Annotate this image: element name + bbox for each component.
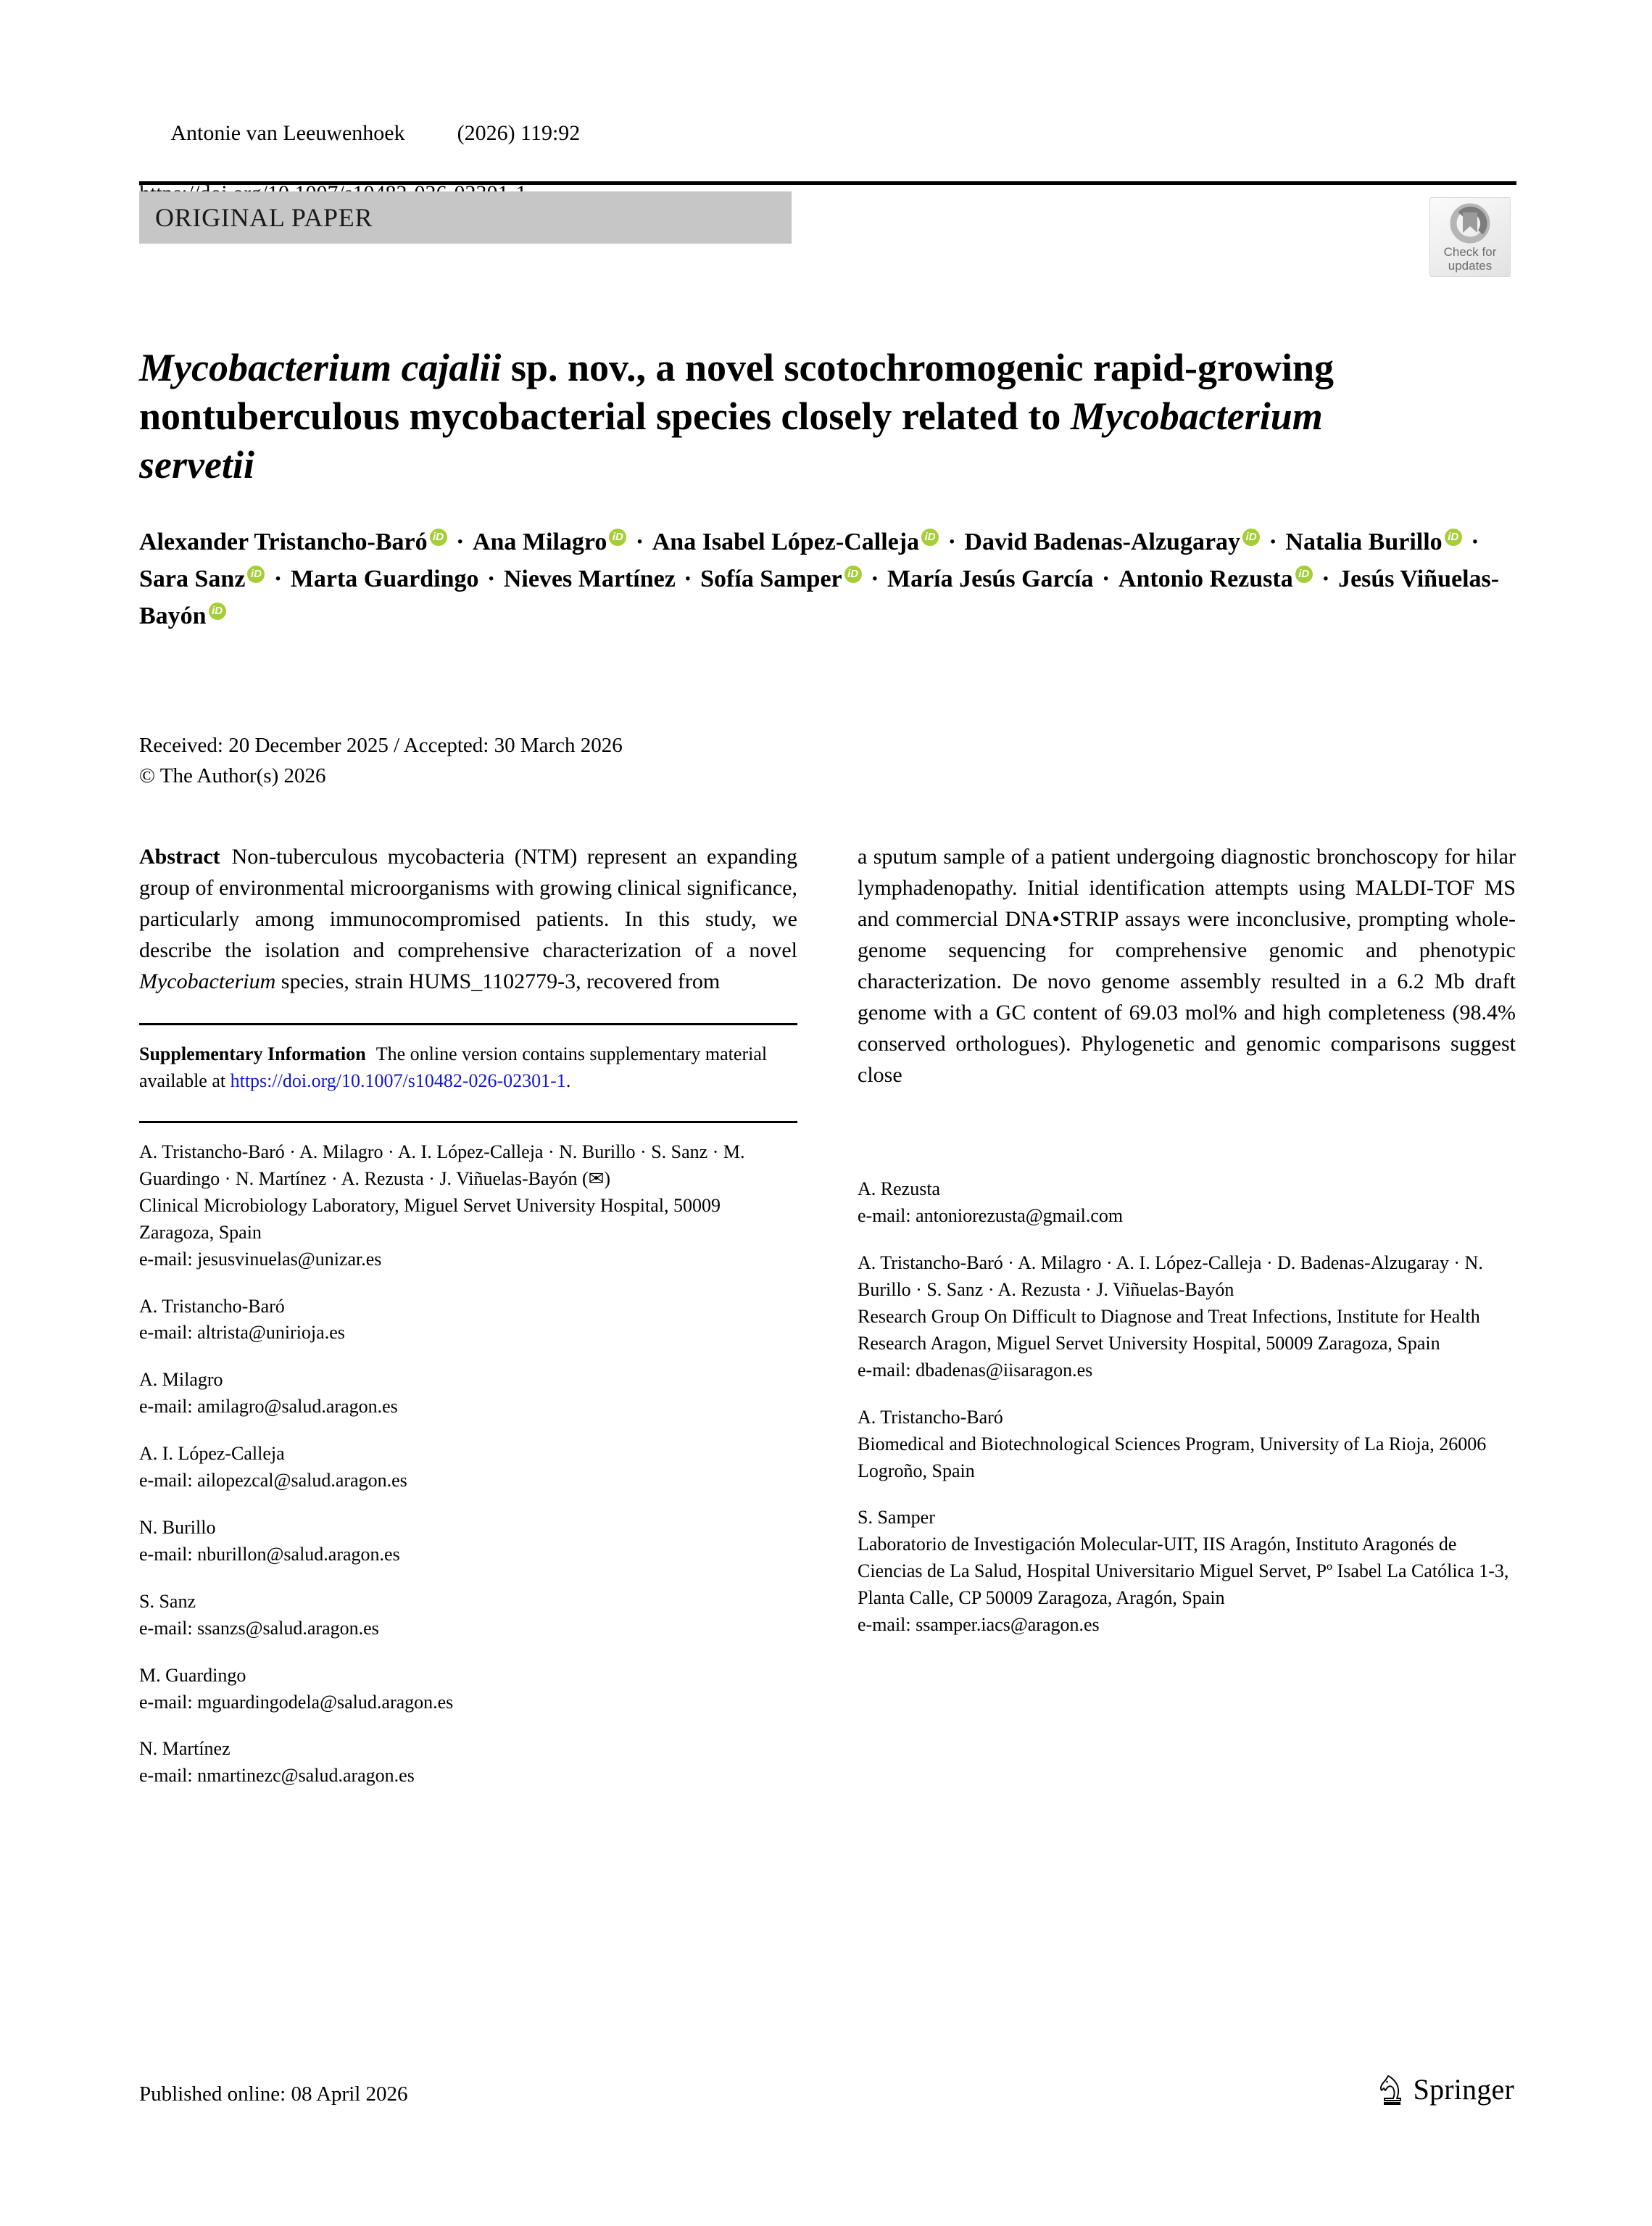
author-name: Ana Milagro [472, 529, 607, 555]
author-name: Marta Guardingo [290, 566, 479, 592]
affiliation-right-address: Research Group On Difficult to Diagnose and Treat Infections, Institute for Health Research Aragon, Miguel Servet University Hospital, 50009 Zaragoza, Spain [858, 1306, 1480, 1354]
affiliation-left-email[interactable]: e-mail: amilagro@salud.aragon.es [139, 1396, 398, 1418]
abstract-text-a: Non-tuberculous mycobacteria (NTM) represent an expanding group of environmental microorganisms with growing clinical significance, particularly among immunocompromised patients. In this study, we describe the isolation and comprehensive characterization of a novel Mycobacterium species, strain HUMS_1102779-3, recovered from [139, 845, 797, 994]
affiliation-right-names: A. Tristancho-Baró · A. Milagro · A. I. López-Calleja · D. Badenas-Alzugaray · N. Burillo · S. Sanz · A. Rezusta · J. Viñuelas-Bayón [858, 1252, 1483, 1301]
crossmark-line-1: Check for [1443, 245, 1497, 259]
supplementary-period: . [565, 1070, 571, 1092]
header-divider [139, 181, 1516, 185]
published-online: Published online: 08 April 2026 [139, 2082, 408, 2106]
affiliation-left-email[interactable]: e-mail: altrista@unirioja.es [139, 1322, 345, 1344]
affiliation-right-names: A. Rezusta [858, 1178, 941, 1200]
affiliation-right-email[interactable]: e-mail: dbadenas@iisaragon.es [858, 1359, 1093, 1381]
supplementary-label: Supplementary Information [139, 1043, 366, 1065]
author-name: Jesús Viñuelas-Bayón [139, 566, 1500, 629]
affiliation-left-block [139, 1736, 797, 1790]
author-separator: · [449, 529, 470, 555]
affiliation-right-block [858, 1250, 1516, 1384]
article-type-label: ORIGINAL PAPER [155, 203, 373, 232]
author-separator: · [481, 566, 502, 592]
affiliation-left-email[interactable]: e-mail: nmartinezc@salud.aragon.es [139, 1765, 415, 1787]
affiliation-left-names: S. Sanz [139, 1590, 196, 1612]
author-name: María Jesús García [887, 566, 1094, 592]
affiliation-left-block [139, 1441, 797, 1494]
affiliation-left-block [139, 1367, 797, 1420]
right-column [858, 841, 1516, 1659]
affiliation-left-block [139, 1515, 797, 1568]
affiliations-divider [139, 1121, 797, 1123]
journal-volume-issue: (2026) 119:92 [457, 121, 581, 146]
author-separator: · [1315, 566, 1337, 592]
affiliation-right-email[interactable]: e-mail: antoniorezusta@gmail.com [858, 1205, 1124, 1227]
author-name: Natalia Burillo [1285, 529, 1443, 555]
abstract-right-part: a sputum sample of a patient undergoing diagnostic bronchoscopy for hilar lymphadenopathy. Initial identification attempts using MALDI-TOF MS and commercial DNA•STRIP assays were inconclusive, prompting whole-genome sequencing for comprehensive genomic and phenotypic characterization. De novo genome assembly resulted in a 6.2 Mb draft genome with a GC content of 69.03 mol% and high completeness (98.4% conserved orthologues). Phylogenetic and genomic comparisons suggest close [858, 845, 1516, 1088]
springer-logo [1377, 2072, 1514, 2106]
orcid-icon[interactable] [609, 529, 626, 546]
title-species-1: Mycobacterium cajalii [139, 346, 502, 390]
orcid-icon[interactable] [1445, 529, 1462, 546]
author-name: Antonio Rezusta [1118, 566, 1293, 592]
check-for-updates-badge[interactable] [1429, 197, 1511, 277]
crossmark-line-2: updates [1448, 259, 1493, 273]
affiliation-left-names: A. I. López-Calleja [139, 1443, 285, 1465]
affiliation-right-address: Biomedical and Biotechnological Sciences Program, University of La Rioja, 26006 Logroño, Spain [858, 1433, 1487, 1481]
affiliation-left-names: A. Tristancho-Baró [139, 1295, 285, 1317]
affiliation-right-block [858, 1176, 1516, 1230]
crossmark-badge-icon [1448, 202, 1492, 245]
supplementary-information [139, 1041, 797, 1095]
affiliation-left-email[interactable]: e-mail: jesusvinuelas@unizar.es [139, 1248, 382, 1270]
author-name: Alexander Tristancho-Baró [139, 529, 428, 555]
springer-wordmark: Springer [1413, 2073, 1514, 2106]
received-accepted-line: Received: 20 December 2025 / Accepted: 30 March 2026 [139, 734, 623, 757]
supplementary-text: The online version contains supplementary material available at [139, 1043, 768, 1092]
affiliation-right-block [858, 1404, 1516, 1485]
orcid-icon[interactable] [1242, 529, 1260, 546]
affiliation-left-names: A. Tristancho-Baró · A. Milagro · A. I. López-Calleja · N. Burillo · S. Sanz · M. Guardingo · N. Martínez · A. Rezusta · J. Viñuelas-Bayón (✉) [139, 1141, 745, 1189]
affiliation-left-email[interactable]: e-mail: ailopezcal@salud.aragon.es [139, 1470, 407, 1491]
abstract-left-part [139, 841, 797, 997]
affiliation-right-address: Laboratorio de Investigación Molecular-UIT, IIS Aragón, Instituto Aragonés de Ciencias de La Salud, Hospital Universitario Miguel Servet, Pº Isabel La Católica 1-3, Planta Calle, CP 50009 Zaragoza, Aragón, Spain [858, 1534, 1509, 1609]
affiliation-left-names: M. Guardingo [139, 1664, 246, 1686]
supplementary-link[interactable]: https://doi.org/10.1007/s10482-026-02301-1 [230, 1070, 566, 1092]
affiliations-left-list [139, 1139, 797, 1790]
affiliation-left-email[interactable]: e-mail: nburillon@salud.aragon.es [139, 1543, 400, 1565]
orcid-icon[interactable] [247, 566, 265, 583]
affiliation-left-block [139, 1589, 797, 1642]
affiliation-left-address: Clinical Microbiology Laboratory, Miguel Servet University Hospital, 50009 Zaragoza, Spain [139, 1194, 721, 1243]
author-name: Ana Isabel López-Calleja [652, 529, 920, 555]
author-separator: · [677, 566, 699, 592]
affiliation-right-block [858, 1505, 1516, 1639]
author-separator: · [942, 529, 963, 555]
affiliation-left-block [139, 1294, 797, 1347]
orcid-icon[interactable] [844, 566, 862, 583]
affiliation-left-email[interactable]: e-mail: ssanzs@salud.aragon.es [139, 1617, 379, 1639]
abstract-label: Abstract [139, 845, 220, 869]
orcid-icon[interactable] [209, 603, 226, 620]
supplementary-divider [139, 1023, 797, 1025]
journal-header [139, 88, 1516, 209]
springer-knight-icon [1377, 2073, 1406, 2106]
affiliation-right-names: S. Samper [858, 1507, 935, 1528]
title-main: sp. nov., a novel scotochromogenic rapid-growing nontuberculous mycobacterial species closely related to [139, 346, 1334, 439]
affiliation-right-email[interactable]: e-mail: ssamper.iacs@aragon.es [858, 1614, 1100, 1636]
author-name: Sara Sanz [139, 566, 246, 592]
author-separator: · [629, 529, 650, 555]
author-separator: · [267, 566, 289, 592]
abstract-text-b: species, strain HUMS_1102779-3, recovered from [275, 969, 721, 994]
author-name: Sofía Samper [700, 566, 842, 592]
page-title [139, 344, 1444, 489]
left-column [139, 841, 797, 1810]
author-separator: · [1464, 529, 1479, 555]
affiliation-left-email[interactable]: e-mail: mguardingodela@salud.aragon.es [139, 1691, 454, 1713]
copyright-line: © The Author(s) 2026 [139, 764, 326, 787]
affiliation-left-names: N. Burillo [139, 1517, 216, 1539]
author-name: David Badenas-Alzugaray [964, 529, 1241, 555]
orcid-icon[interactable] [1295, 566, 1313, 583]
author-separator: · [1263, 529, 1284, 555]
affiliation-left-names: A. Milagro [139, 1369, 223, 1391]
affiliations-right-list [858, 1176, 1516, 1639]
publication-dates [139, 731, 1009, 792]
orcid-icon[interactable] [921, 529, 939, 546]
author-list [139, 524, 1524, 634]
affiliation-left-block [139, 1663, 797, 1716]
affiliation-left-block [139, 1139, 797, 1273]
affiliation-left-names: N. Martínez [139, 1738, 231, 1760]
title-species-2: Mycobacterium servetii [139, 394, 1323, 487]
journal-citation-line [139, 88, 1516, 178]
article-type-banner [139, 191, 792, 244]
author-name: Nieves Martínez [503, 566, 676, 592]
journal-name: Antonie van Leeuwenhoek [170, 121, 405, 146]
affiliation-right-names: A. Tristancho-Baró [858, 1406, 1003, 1428]
author-separator: · [1095, 566, 1116, 592]
orcid-icon[interactable] [430, 529, 447, 546]
abstract-italic-term: Mycobacterium [139, 969, 276, 994]
author-separator: · [864, 566, 885, 592]
